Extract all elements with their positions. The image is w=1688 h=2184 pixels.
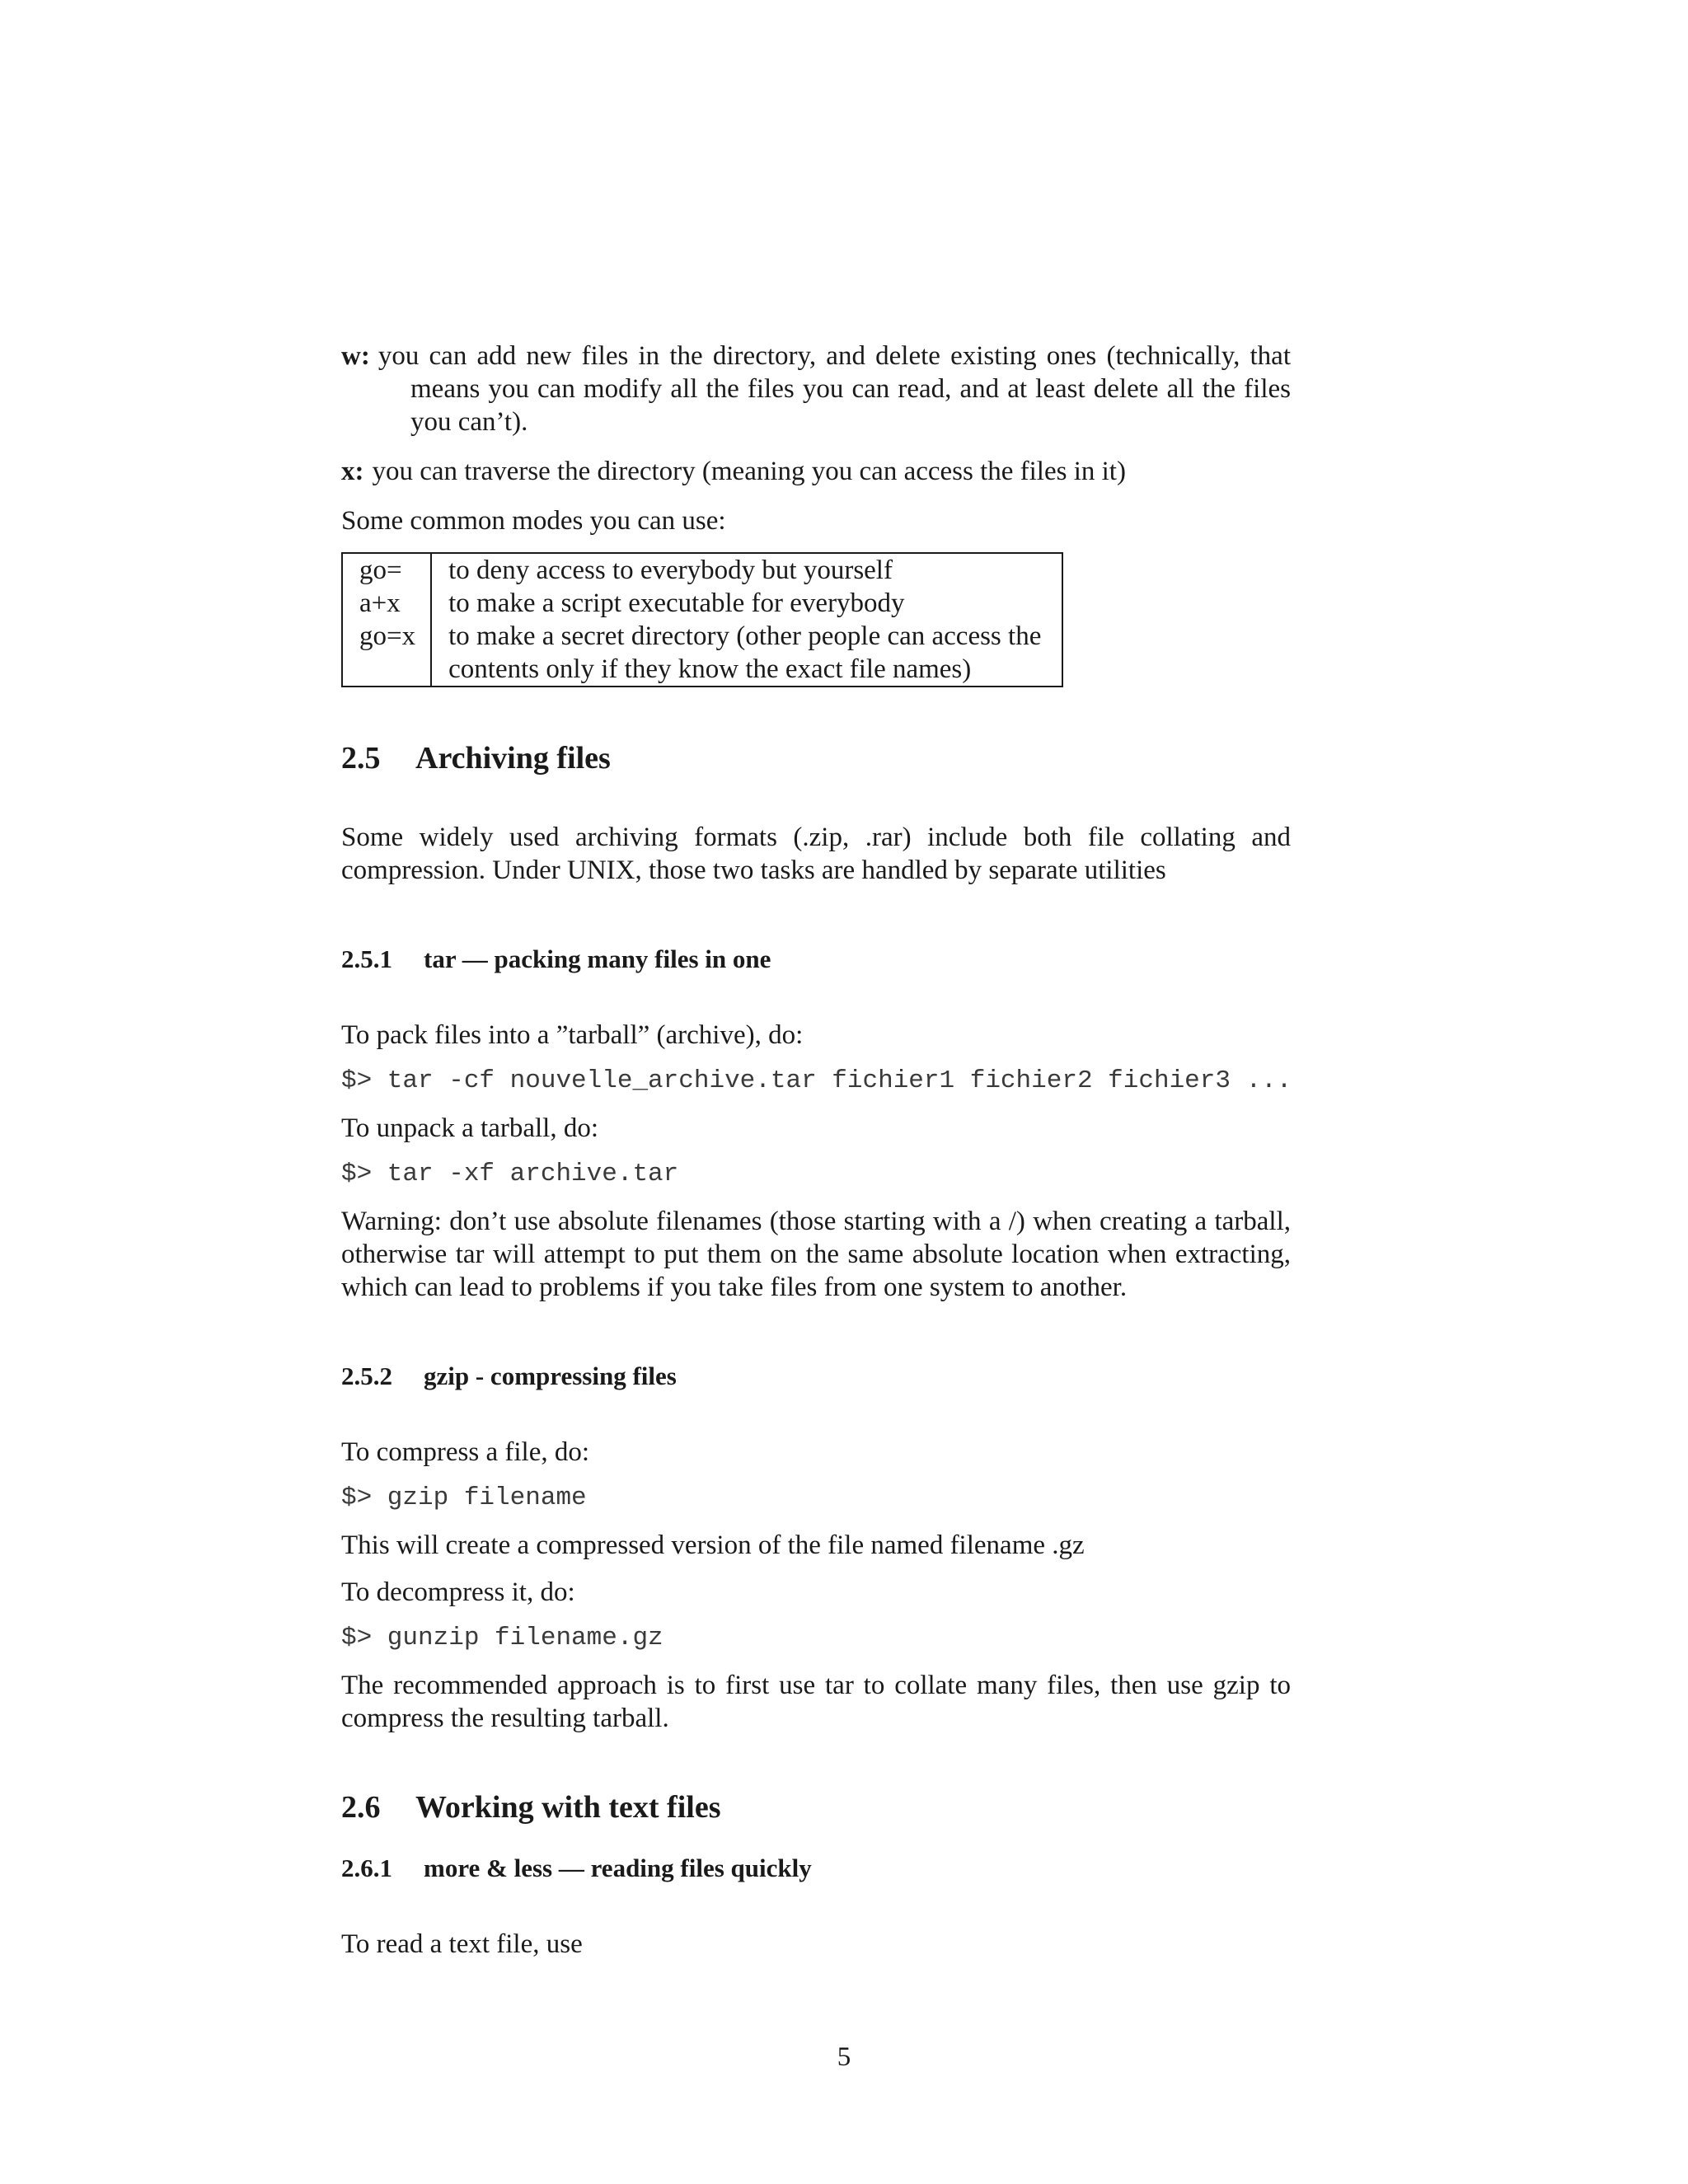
section-heading-2-6 xyxy=(341,1788,1291,1827)
subsection-number: 2.5.1 xyxy=(341,944,392,973)
subsection-heading-2-6-1 xyxy=(341,1852,1291,1885)
paragraph: To compress a file, do: xyxy=(341,1437,590,1467)
code-line: $> tar -xf archive.tar xyxy=(341,1160,679,1188)
section-title: Working with text files xyxy=(415,1790,721,1825)
page-number: 5 xyxy=(837,2042,851,2072)
definition-x xyxy=(341,455,1291,488)
warning-paragraph: Warning: don’t use absolute filenames (those starting with a /) when creating a tarball, otherwise tar will attempt to put them on the same absolute location when extracting, which can lead to problems if you take files from one system to another. xyxy=(341,1207,1291,1302)
subsection-title: tar — packing many files in one xyxy=(424,944,771,973)
table-row xyxy=(342,553,1062,587)
subsection-heading-2-5-1 xyxy=(341,943,1291,976)
definition-term: w: xyxy=(341,341,370,371)
code-line: $> tar -cf nouvelle_archive.tar fichier1 fichier2 fichier3 ... xyxy=(341,1066,1292,1095)
code-line: $> gzip filename xyxy=(341,1483,587,1512)
mode-cell: go= xyxy=(342,553,431,587)
mode-description: to make a secret directory (other people can access the contents only if they know the exact file names) xyxy=(448,621,1042,684)
mode-description: to make a script executable for everybody xyxy=(448,588,905,618)
mode-cell: go=x xyxy=(342,620,431,687)
mode-cell: a+x xyxy=(342,587,431,620)
paragraph: To read a text file, use xyxy=(341,1929,583,1959)
section-intro: Some widely used archiving formats (.zip, .rar) include both file collating and compression. Under UNIX, those two tasks are handled by separate utilities xyxy=(341,823,1291,885)
section-number: 2.6 xyxy=(341,1790,381,1825)
paragraph: The recommended approach is to first use tar to collate many files, then use gzip to compress the resulting tarball. xyxy=(341,1671,1291,1733)
modes-intro: Some common modes you can use: xyxy=(341,506,726,536)
definition-w xyxy=(341,340,1291,438)
subsection-number: 2.6.1 xyxy=(341,1854,392,1882)
subsection-title: gzip - compressing files xyxy=(424,1361,677,1390)
paragraph: To unpack a tarball, do: xyxy=(341,1113,599,1143)
paragraph: To pack files into a ”tarball” (archive), do: xyxy=(341,1020,804,1050)
subsection-title: more & less — reading files quickly xyxy=(424,1854,812,1882)
page-content xyxy=(341,340,1291,1961)
table-row xyxy=(342,620,1062,687)
section-heading-2-5 xyxy=(341,738,1291,778)
code-line: $> gunzip filename.gz xyxy=(341,1624,663,1652)
modes-table xyxy=(341,552,1063,687)
paragraph: This will create a compressed version of the file named filename .gz xyxy=(341,1530,1085,1560)
mode-description: to deny access to everybody but yourself xyxy=(448,555,893,585)
subsection-heading-2-5-2 xyxy=(341,1360,1291,1393)
table-row xyxy=(342,587,1062,620)
section-title: Archiving files xyxy=(415,741,611,776)
definition-text: you can add new files in the directory, and delete existing ones (technically, that means you can modify all the files you can read, and at least delete all the files you can’t). xyxy=(377,341,1291,437)
subsection-number: 2.5.2 xyxy=(341,1361,392,1390)
paragraph: To decompress it, do: xyxy=(341,1577,575,1607)
definition-text: you can traverse the directory (meaning you can access the files in it) xyxy=(372,457,1126,486)
definition-term: x: xyxy=(341,457,364,486)
section-number: 2.5 xyxy=(341,741,381,776)
